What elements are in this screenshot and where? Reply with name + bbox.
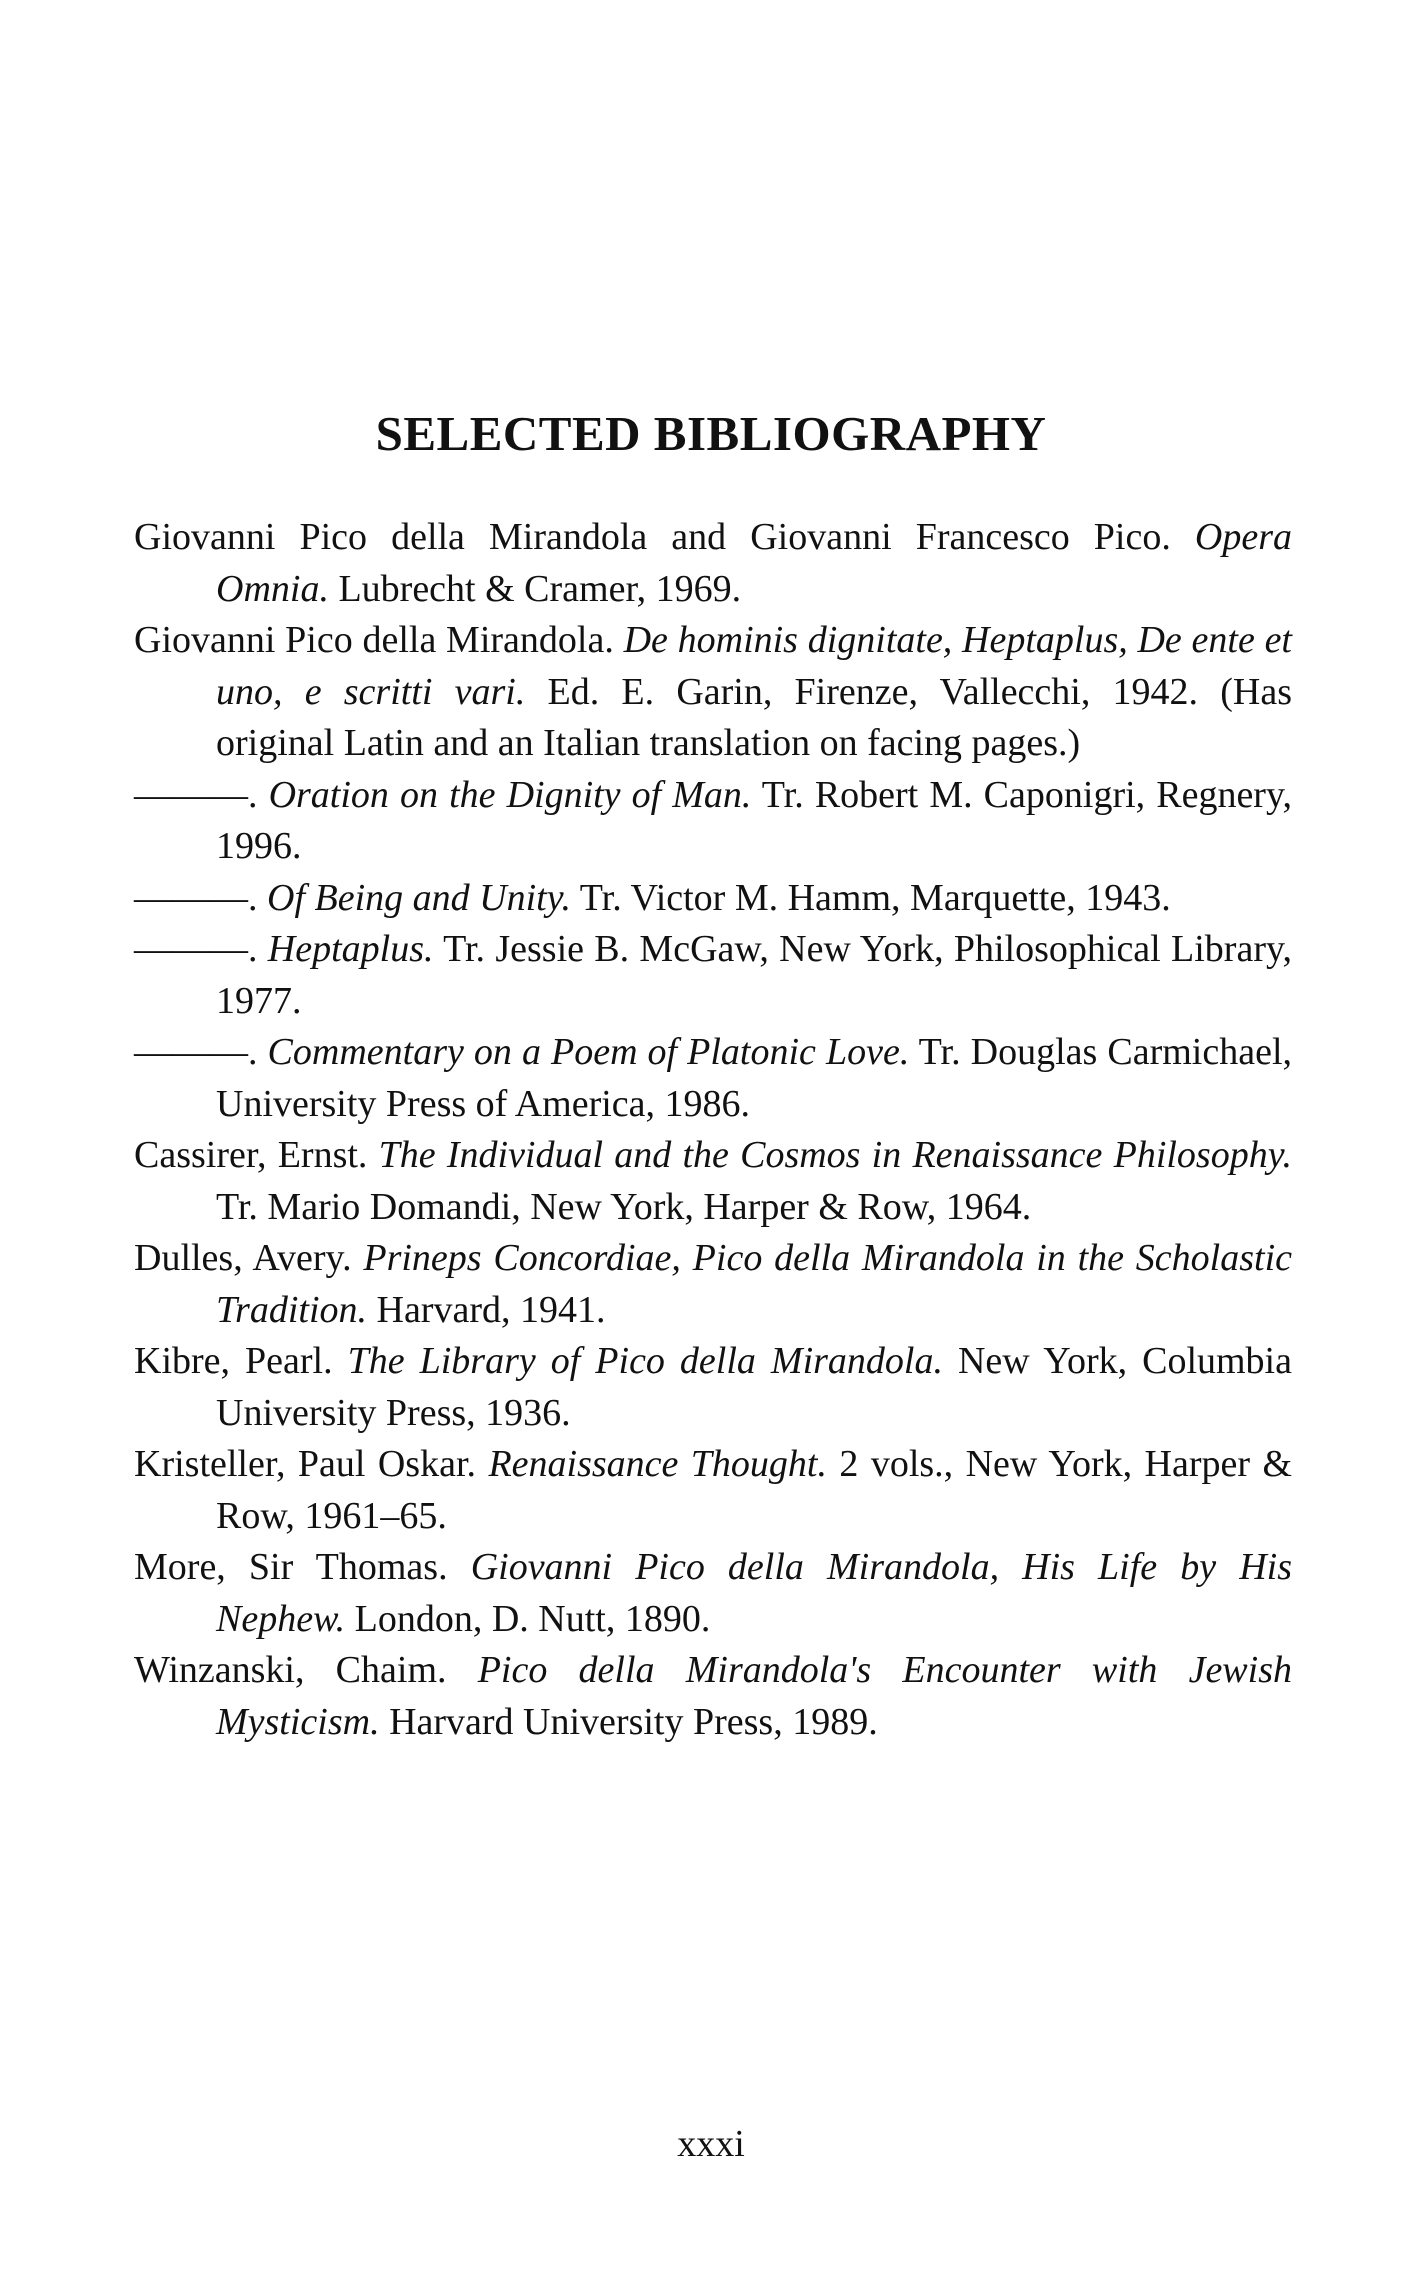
entry-author: More, Sir Thomas. — [134, 1546, 471, 1588]
bibliography-entry — [134, 1027, 1292, 1130]
entry-details: Tr. Douglas Carmichael, University Press of America, 1986. — [216, 1031, 1292, 1125]
entry-author: ———. — [134, 1031, 268, 1073]
entry-details: Tr. Mario Domandi, New York, Harper & Row, 1964. — [216, 1185, 1032, 1228]
bibliography-entry — [134, 1439, 1292, 1542]
entry-details: Harvard, 1941. — [367, 1288, 606, 1331]
entry-author: ———. — [134, 876, 267, 919]
entry-title: Prineps Concordiae, Pico della Mirandola in the Scholastic Tradition. — [216, 1237, 1292, 1331]
bibliography-entry — [134, 615, 1292, 770]
entry-author: ———. — [134, 928, 268, 970]
entry-details: Lubrecht & Cramer, 1969. — [328, 567, 742, 610]
entry-title: Commentary on a Poem of Platonic Love. — [267, 1031, 910, 1073]
entry-author: Cassirer, Ernst. — [134, 1134, 379, 1176]
bibliography-entry — [134, 1542, 1292, 1645]
entry-title: Opera Omnia. — [216, 516, 1292, 610]
bibliography-entry — [134, 1645, 1292, 1748]
entry-details: Harvard University Press, 1989. — [379, 1700, 878, 1743]
entry-author: Kristeller, Paul Oskar. — [134, 1443, 489, 1485]
entry-details: Tr. Victor M. Hamm, Marquette, 1943. — [570, 876, 1171, 919]
bibliography-entry — [134, 770, 1292, 873]
entry-details: 2 vols., New York, Harper & Row, 1961–65. — [216, 1443, 1292, 1537]
entry-title: The Individual and the Cosmos in Renaissance Philosophy. — [378, 1134, 1292, 1176]
page-title: SELECTED BIBLIOGRAPHY — [375, 405, 1047, 461]
bibliography-entry — [134, 1233, 1292, 1336]
entry-author: Giovanni Pico della Mirandola and Giovanni Francesco Pico. — [134, 516, 1195, 558]
entry-title: Renaissance Thought. — [488, 1443, 827, 1485]
entry-title: Giovanni Pico della Mirandola, His Life by His Nephew. — [216, 1546, 1292, 1640]
bibliography-entry — [134, 924, 1292, 1027]
entry-details: New York, Columbia University Press, 1936. — [216, 1340, 1292, 1434]
entry-details: Tr. Jessie B. McGaw, New York, Philosophical Library, 1977. — [216, 928, 1293, 1022]
entry-title: Of Being and Unity. — [267, 876, 571, 919]
entry-details: Ed. E. Garin, Firenze, Vallecchi, 1942. (Has original Latin and an Italian translation on facing pages.) — [216, 670, 1292, 764]
bibliography-list — [134, 512, 1292, 1748]
entry-author: Dulles, Avery. — [134, 1237, 364, 1279]
entry-title: The Library of Pico della Mirandola. — [347, 1340, 943, 1382]
entry-author: Winzanski, Chaim. — [134, 1649, 478, 1691]
entry-author: ———. — [134, 773, 269, 816]
entry-title: De hominis dignitate, Heptaplus, De ente et uno, e scritti vari. — [216, 619, 1292, 713]
bibliography-entry — [134, 1130, 1292, 1233]
bibliography-entry — [134, 512, 1292, 615]
entry-author: Kibre, Pearl. — [134, 1340, 348, 1382]
page-number: xxxi — [677, 2123, 745, 2165]
entry-title: Pico della Mirandola's Encounter with Jewish Mysticism. — [216, 1649, 1292, 1743]
entry-details: Tr. Robert M. Caponigri, Regnery, 1996. — [216, 773, 1292, 867]
entry-title: Oration on the Dignity of Man. — [268, 773, 752, 816]
entry-title: Heptaplus. — [267, 928, 434, 970]
bibliography-entry — [134, 873, 1292, 925]
entry-details: London, D. Nutt, 1890. — [345, 1597, 711, 1640]
bibliography-entry — [134, 1336, 1292, 1439]
entry-author: Giovanni Pico della Mirandola. — [134, 619, 624, 661]
